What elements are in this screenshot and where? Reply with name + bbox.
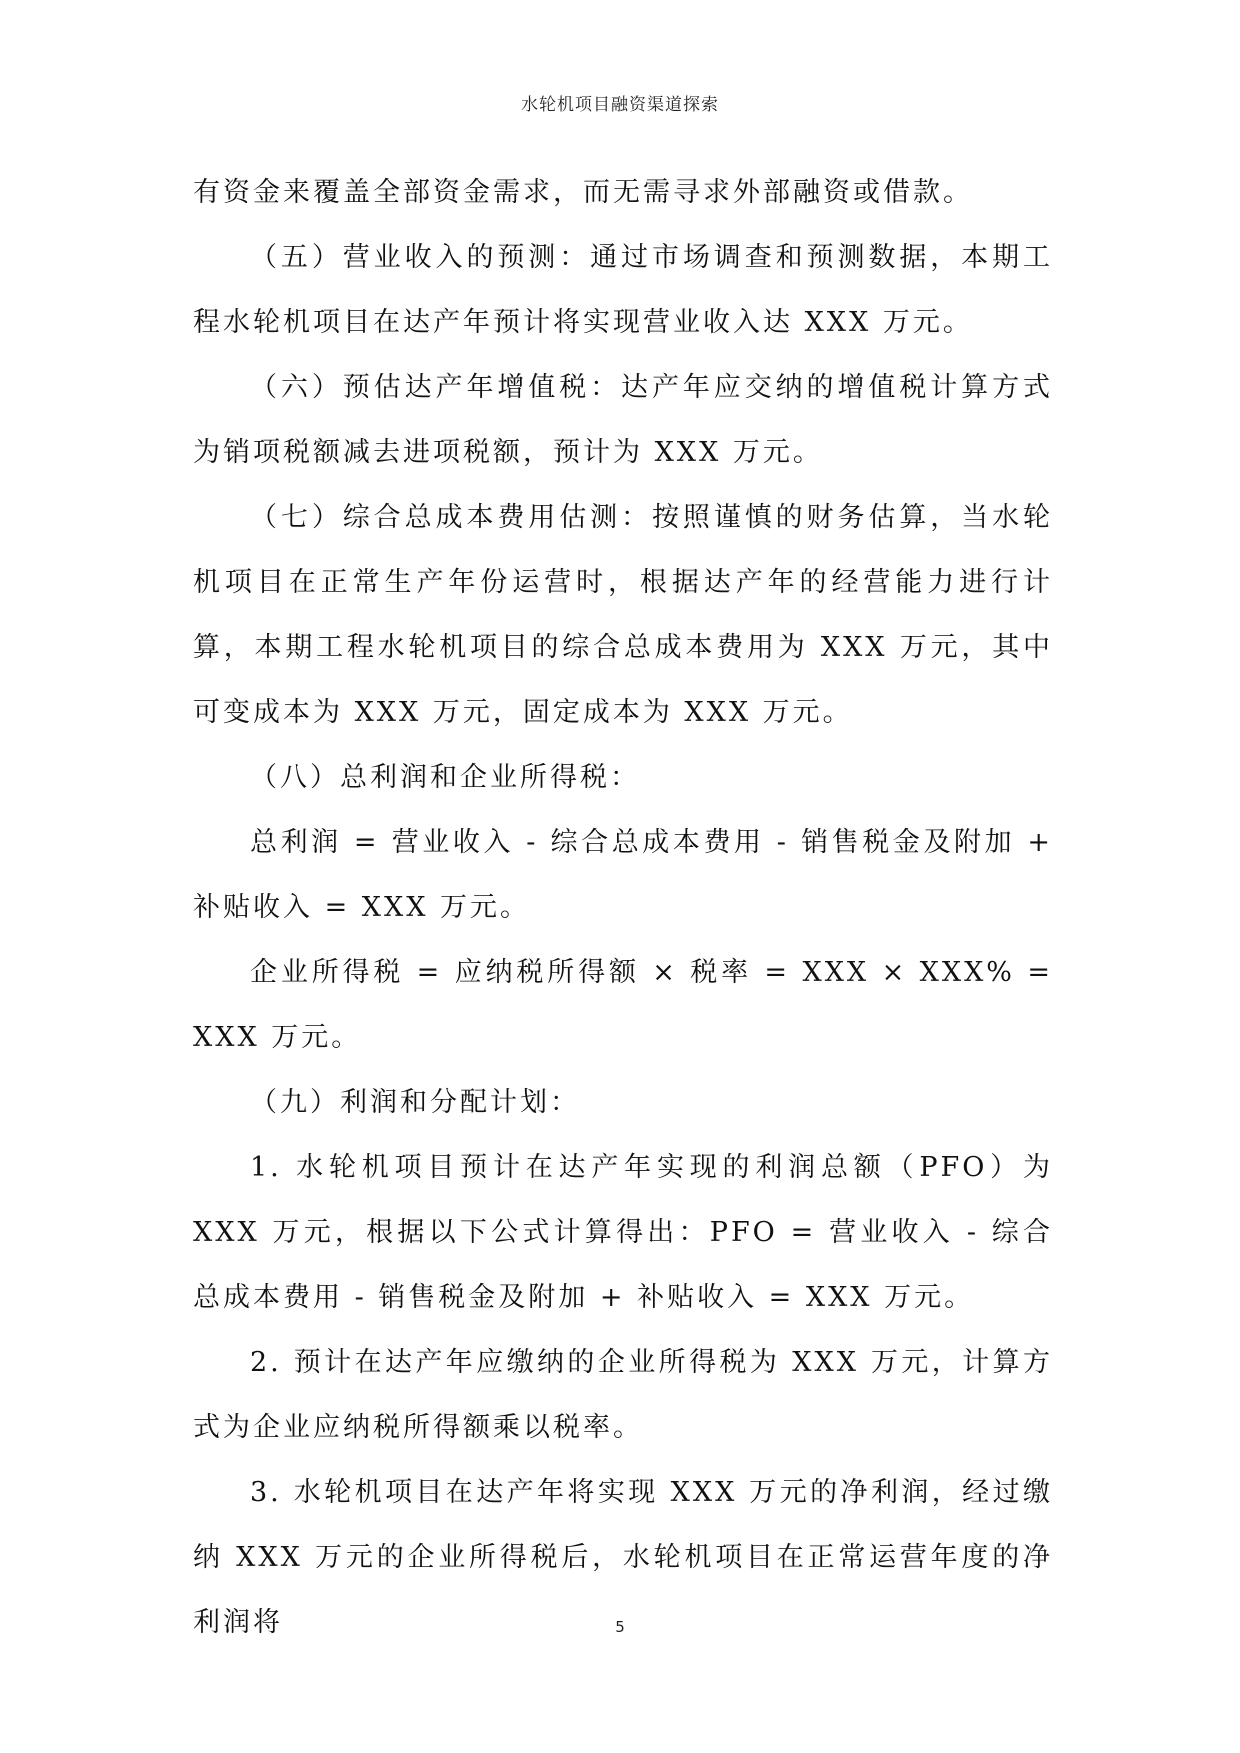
page-number: 5 — [615, 1618, 625, 1636]
paragraph-income-tax-formula: 企业所得税 = 应纳税所得额 × 税率 = XXX × XXX% = XXX 万元。 — [193, 957, 1053, 1053]
paragraph-distribution-heading: （九）利润和分配计划： — [250, 1087, 580, 1118]
list-item-3: 3. 水轮机项目在达产年将实现 XXX 万元的净利润，经过缴纳 XXX 万元的企业所得税后，水轮机项目在正常运营年度的净利润将 — [193, 1477, 1053, 1638]
paragraph-total-profit-formula: 总利润 = 营业收入 - 综合总成本费用 - 销售税金及附加 + 补贴收入 = XXX 万元。 — [193, 827, 1053, 923]
paragraph-1: 有资金来覆盖全部资金需求，而无需寻求外部融资或借款。 — [193, 177, 973, 208]
paragraph-total-cost: （七）综合总成本费用估测：按照谨慎的财务估算，当水轮机项目在正常生产年份运营时，根据达产年的经营能力进行计算，本期工程水轮机项目的综合总成本费用为 XXX 万元，其中可变成本为 XXX 万元，固定成本为 XXX 万元。 — [193, 502, 1053, 728]
page-body — [193, 160, 1053, 1655]
paragraph-profit-tax-heading: （八）总利润和企业所得税： — [250, 762, 640, 793]
paragraph-vat-estimate: （六）预估达产年增值税：达产年应交纳的增值税计算方式为销项税额减去进项税额，预计为 XXX 万元。 — [193, 372, 1053, 468]
list-item-2: 2. 预计在达产年应缴纳的企业所得税为 XXX 万元，计算方式为企业应纳税所得额乘以税率。 — [193, 1347, 1053, 1443]
paragraph-revenue-forecast: （五）营业收入的预测：通过市场调查和预测数据，本期工程水轮机项目在达产年预计将实现营业收入达 XXX 万元。 — [193, 242, 1053, 338]
running-header: 水轮机项目融资渠道探索 — [521, 95, 719, 115]
list-item-1: 1. 水轮机项目预计在达产年实现的利润总额（PFO）为 XXX 万元，根据以下公式计算得出：PFO = 营业收入 - 综合总成本费用 - 销售税金及附加 + 补贴收入 = XXX 万元。 — [193, 1152, 1053, 1313]
